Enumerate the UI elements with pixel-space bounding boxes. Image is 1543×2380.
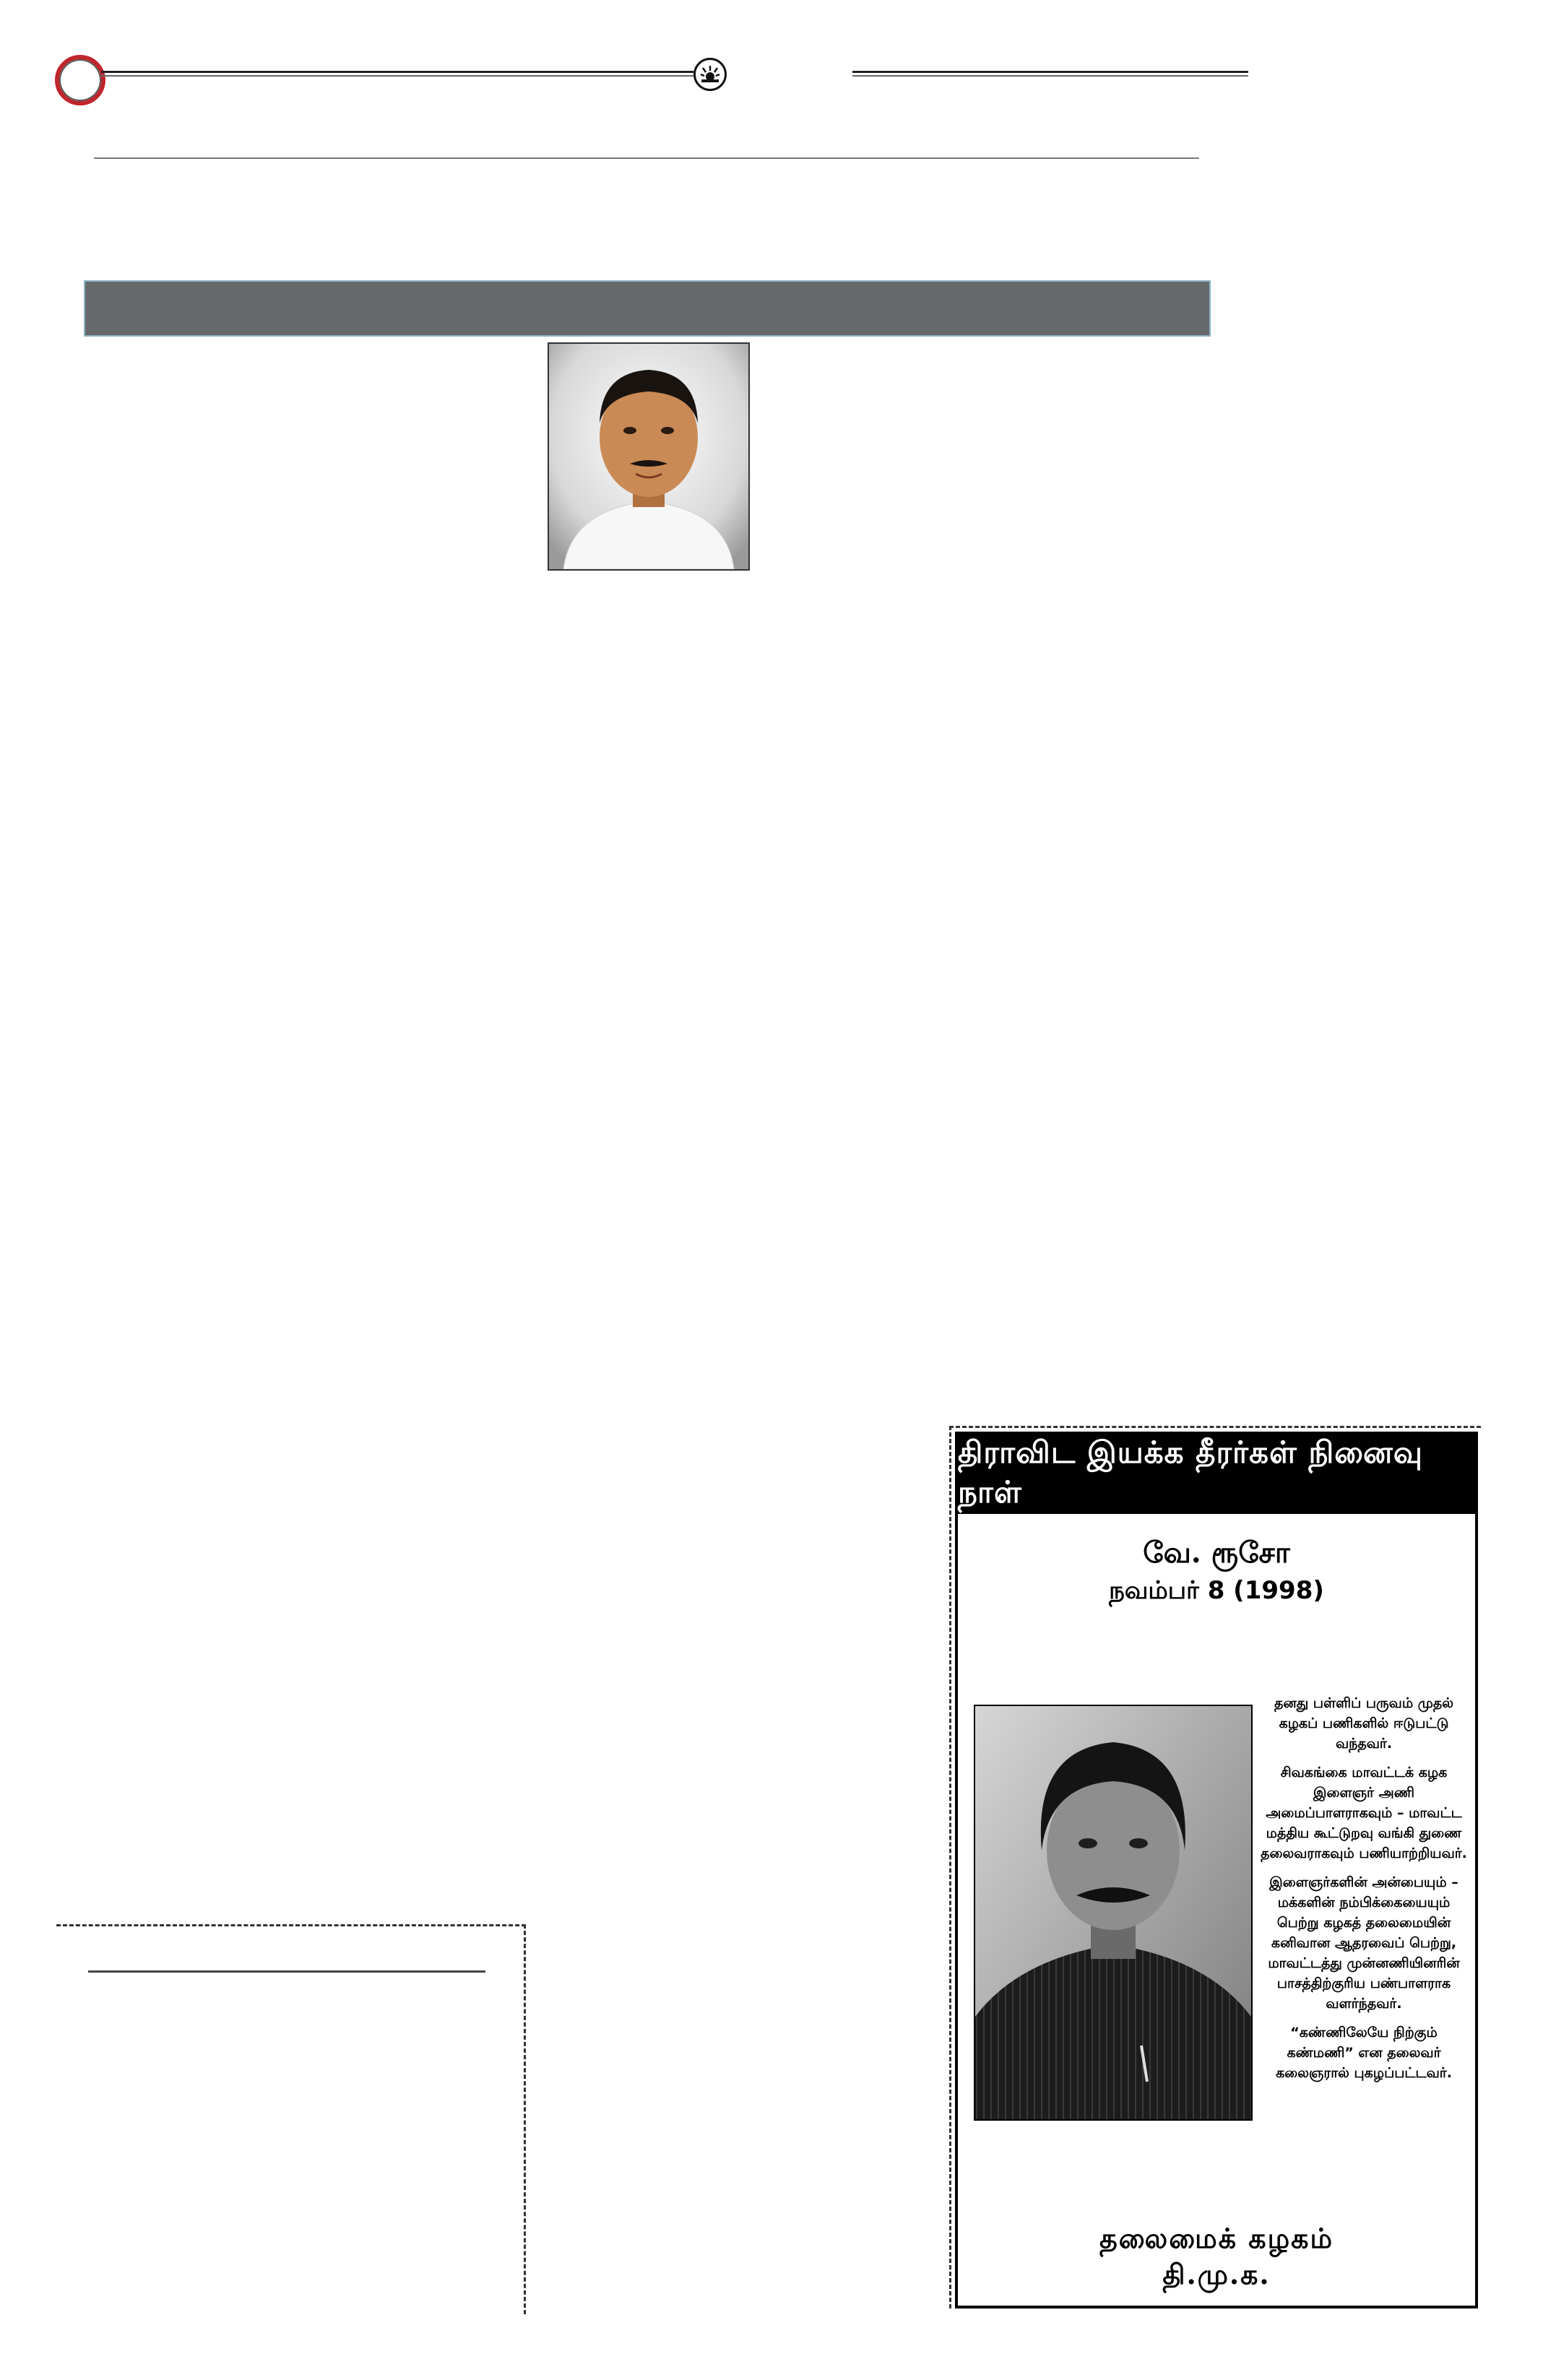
memorial-ad-footer-org: தலைமைக் கழகம் (1099, 2222, 1334, 2254)
sidebar-box (56, 1924, 526, 2314)
sidebar-box-rule (88, 1970, 485, 1973)
memorial-ad-text (1258, 1693, 1469, 2092)
header-divider (94, 157, 1199, 159)
section-heading-band (84, 280, 1211, 337)
memorial-ad-date: நவம்பர் 8 (1998) (1109, 1576, 1324, 1605)
memorial-ad-paragraph: தனது பள்ளிப் பருவம் முதல் கழகப் பணிகளில் ஈடுபட்டு வந்தவர். (1274, 1695, 1453, 1752)
memorial-ad-paragraph: சிவகங்கை மாவட்டக் கழக இளைஞர் அணி அமைப்பாளராகவும் – மாவட்ட மத்திய கூட்டுறவு வங்கி துணை தலைவராகவும் பணியாற்றியவர். (1261, 1765, 1467, 1861)
memorial-ad-footer-party: தி.மு.க. (1162, 2258, 1271, 2290)
memorial-ad-banner: திராவிட இயக்க தீரர்கள் நினைவு நாள் (958, 1435, 1475, 1514)
man-portrait-photo (548, 342, 750, 571)
man-portrait-photo-bw (974, 1705, 1253, 2121)
memorial-ad-paragraph: இளைஞர்களின் அன்பையும் – மக்களின் நம்பிக்கையையும் பெற்று கழகத் தலைமையின் கனிவான ஆதரவைப் பெற்று, மாவட்டத்து முன்னணியினரின் பாசத்திற்குரிய பண்பாளராக வளர்ந்தவர். (1268, 1874, 1460, 2012)
memorial-ad-paragraph: “கண்ணிலேயே நிற்கும் கண்மணி” என தலைவர் கலைஞரால் புகழப்பட்டவர். (1276, 2025, 1452, 2081)
memorial-ad-name: வே. ரூசோ (1143, 1536, 1290, 1570)
rising-sun-emblem-icon (693, 58, 727, 91)
header-rule-left (101, 71, 693, 77)
header-rule-right (852, 71, 1248, 77)
page-number-circle (55, 55, 105, 105)
